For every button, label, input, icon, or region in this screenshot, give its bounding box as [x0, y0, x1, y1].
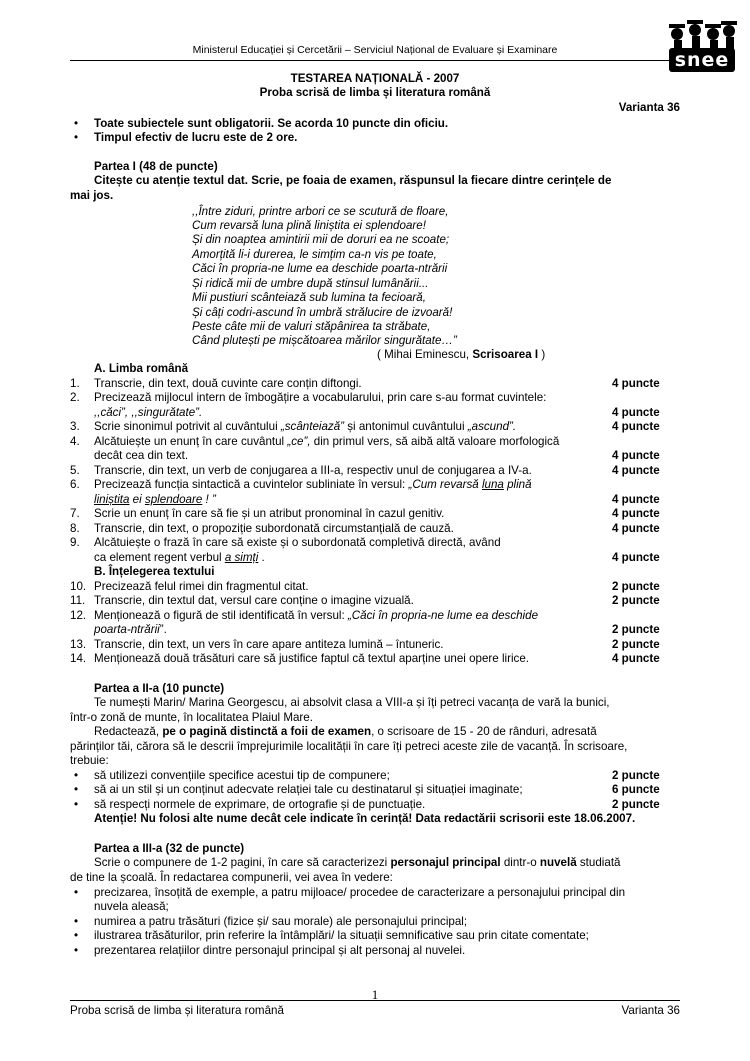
- bullet-icon: •: [74, 117, 79, 130]
- question-number: 3.: [70, 420, 80, 433]
- points: 4 puncte: [612, 551, 660, 564]
- question-12-cont: poarta-ntrării”.: [94, 623, 167, 636]
- exam-title: TESTAREA NAȚIONALĂ - 2007: [290, 72, 460, 85]
- points: 6 puncte: [612, 783, 660, 796]
- part1-instruction-cont: mai jos.: [70, 189, 114, 202]
- question-number: 10.: [70, 580, 87, 593]
- points: 4 puncte: [612, 493, 660, 506]
- part2-criterion-1: să utilizezi convențiile specifice acestui tip de compunere;: [94, 769, 390, 782]
- question-4: Alcătuiește un enunț în care cuvântul „ce”, din primul vers, să aibă altă valoare morfologică: [94, 435, 560, 448]
- part2-criterion-2: să ai un stil și un conținut adecvate relației tale cu destinatarul și situației imaginate;: [94, 783, 523, 796]
- page-number: 1: [371, 987, 379, 1002]
- header-rule: [70, 60, 680, 61]
- question-11: Transcrie, din textul dat, versul care conține o imagine vizuală.: [94, 594, 414, 607]
- graduates-icon: [665, 18, 741, 52]
- ministry-header: Ministerul Educației și Cercetării – Serviciul Național de Evaluare și Examinare: [192, 44, 558, 56]
- question-6: Precizează funcția sintactică a cuvintelor subliniate în versul: „Cum revarsă luna plină: [94, 478, 532, 491]
- poem-line: Amorțită li-i durerea, le simțim ca-n vis pe toate,: [192, 248, 437, 261]
- footer-rule: [70, 1000, 680, 1001]
- part2-task-cont: părinților tăi, cărora să le descrii împrejurimile localității în care îți petreci aceste zile de vacanță. În scrisoare,: [70, 740, 628, 753]
- question-12: Menționează o figură de stil identificată în versul: „Căci în propria-ne lume ea deschide: [94, 609, 539, 622]
- part2-criterion-3: să respecți normele de exprimare, de ortografie și de punctuație.: [94, 798, 426, 811]
- poem-line: Când plutești pe mișcătoarea mărilor singurătate…”: [192, 334, 457, 347]
- poem-line: ,,Între ziduri, printre arbori ce se scutură de floare,: [192, 205, 449, 218]
- points: 4 puncte: [612, 406, 660, 419]
- points: 4 puncte: [612, 652, 660, 665]
- question-number: 5.: [70, 464, 80, 477]
- instruction-1: Toate subiectele sunt obligatorii. Se acorda 10 puncte din oficiu.: [94, 117, 449, 130]
- poem-line: Cum revarsă luna plină liniștita ei splendoare!: [192, 219, 426, 232]
- question-4-cont: decât cea din text.: [94, 449, 189, 462]
- points: 4 puncte: [612, 420, 660, 433]
- question-number: 13.: [70, 638, 87, 651]
- part3-criterion-1: precizarea, însoțită de exemple, a patru mijloace/ procedee de caracterizare a personajului principal din: [94, 886, 626, 899]
- question-number: 2.: [70, 391, 80, 404]
- question-6-cont: liniștita ei splendoare ! ”: [94, 493, 216, 506]
- bullet-icon: •: [74, 944, 79, 957]
- poem-line: Și câți codri-ascund în umbră strălucire de izvoară!: [192, 306, 453, 319]
- part1-instruction: Citește cu atenție textul dat. Scrie, pe foaia de examen, răspunsul la fiecare dintre cerințele de: [94, 174, 612, 187]
- question-14: Menționează două trăsături care să justifice faptul că textul aparține unei opere lirice.: [94, 652, 530, 665]
- footer-left: Proba scrisă de limba și literatura română: [70, 1004, 284, 1017]
- section-b-heading: B. Înțelegerea textului: [94, 565, 215, 578]
- points: 2 puncte: [612, 769, 660, 782]
- bullet-icon: •: [74, 131, 79, 144]
- points: 2 puncte: [612, 798, 660, 811]
- part3-heading: Partea a III-a (32 de puncte): [94, 842, 245, 855]
- poem-source: ( Mihai Eminescu, Scrisoarea I ): [377, 348, 546, 361]
- part3-task-cont: de tine la școală. În redactarea compunerii, vei avea în vedere:: [70, 871, 393, 884]
- footer-right: Varianta 36: [621, 1004, 680, 1017]
- question-5: Transcrie, din text, un verb de conjugarea a III-a, respectiv unul de conjugarea a IV-a.: [94, 464, 532, 477]
- question-8: Transcrie, din text, o propoziție subordonată circumstanțială de cauză.: [94, 522, 454, 535]
- question-number: 4.: [70, 435, 80, 448]
- part3-criterion-2: numirea a patru trăsături (fizice și/ sau morale) ale personajului principal;: [94, 915, 468, 928]
- logo-text: snee: [674, 49, 730, 71]
- question-number: 12.: [70, 609, 87, 622]
- bullet-icon: •: [74, 886, 79, 899]
- poem-line: Mii pustiuri scânteiază sub lumina ta fecioară,: [192, 291, 426, 304]
- question-9-cont: ca element regent verbul a simți .: [94, 551, 265, 564]
- bullet-icon: •: [74, 783, 79, 796]
- question-9: Alcătuiește o frază în care să existe și o subordonată completivă directă, având: [94, 536, 501, 549]
- part3-task: Scrie o compunere de 1-2 pagini, în care să caracterizezi personajul principal dintr-o nuvelă studiată: [94, 856, 621, 869]
- exam-subtitle: Proba scrisă de limba și literatura română: [259, 86, 491, 99]
- question-number: 11.: [70, 594, 86, 607]
- points: 2 puncte: [612, 623, 660, 636]
- part2-task-cont2: trebuie:: [70, 754, 109, 767]
- question-3: Scrie sinonimul potrivit al cuvântului „scânteiază” și antonimul cuvântului „ascund”.: [94, 420, 517, 433]
- bullet-icon: •: [74, 915, 79, 928]
- question-1: Transcrie, din text, două cuvinte care conțin diftongi.: [94, 377, 362, 390]
- snee-logo: [665, 18, 741, 78]
- points: 2 puncte: [612, 580, 660, 593]
- part3-criterion-1-cont: nuvela aleasă;: [94, 900, 169, 913]
- poem-line: Peste câte mii de valuri stăpânirea ta străbate,: [192, 320, 431, 333]
- points: 4 puncte: [612, 377, 660, 390]
- bullet-icon: •: [74, 769, 79, 782]
- question-number: 9.: [70, 536, 80, 549]
- points: 4 puncte: [612, 449, 660, 462]
- part2-paragraph-cont: într-o zonă de munte, în localitatea Plaiul Mare.: [70, 711, 313, 724]
- variant-label: Varianta 36: [618, 101, 680, 114]
- question-2: Precizează mijlocul intern de îmbogățire a vocabularului, prin care s-au format cuvintele:: [94, 391, 547, 404]
- question-number: 7.: [70, 507, 80, 520]
- part2-warning: Atenție! Nu folosi alte nume decât cele indicate în cerință! Data redactării scrisorii este 18.06.2007.: [94, 812, 636, 825]
- bullet-icon: •: [74, 798, 79, 811]
- question-number: 1.: [70, 377, 80, 390]
- part2-task: Redactează, pe o pagină distinctă a foii de examen, o scrisoare de 15 - 20 de rânduri, adresată: [94, 725, 597, 738]
- question-7: Scrie un enunț în care să fie și un atribut pronominal în cazul genitiv.: [94, 507, 445, 520]
- part3-criterion-4: prezentarea relațiilor dintre personajul principal și alt personaj al nuvelei.: [94, 944, 466, 957]
- question-13: Transcrie, din text, un vers în care apare antiteza lumină – întuneric.: [94, 638, 444, 651]
- poem-line: Căci în propria-ne lume ea deschide poarta-ntrării: [192, 262, 448, 275]
- part3-criterion-3: ilustrarea trăsăturilor, prin referire la întâmplări/ la situații semnificative sau prin citate comentate;: [94, 929, 589, 942]
- points: 4 puncte: [612, 522, 660, 535]
- poem-line: Și ridică mii de umbre după stinsul lumânării...: [192, 277, 429, 290]
- part1-heading: Partea I (48 de puncte): [94, 160, 218, 173]
- poem-line: Și din noaptea amintirii mii de doruri ea ne scoate;: [192, 233, 450, 246]
- section-a-heading: A. Limba română: [94, 362, 189, 375]
- question-2-cont: ,,căci”, ,,singurătate”.: [94, 406, 203, 419]
- points: 2 puncte: [612, 594, 660, 607]
- question-number: 14.: [70, 652, 87, 665]
- part2-heading: Partea a II-a (10 puncte): [94, 682, 225, 695]
- points: 2 puncte: [612, 638, 660, 651]
- bullet-icon: •: [74, 929, 79, 942]
- question-number: 6.: [70, 478, 80, 491]
- points: 4 puncte: [612, 507, 660, 520]
- instruction-2: Timpul efectiv de lucru este de 2 ore.: [94, 131, 298, 144]
- part2-paragraph: Te numești Marin/ Marina Georgescu, ai absolvit clasa a VIII-a și îți petreci vacanța de vară la bunici,: [94, 696, 610, 709]
- points: 4 puncte: [612, 464, 660, 477]
- question-10: Precizează felul rimei din fragmentul citat.: [94, 580, 309, 593]
- question-number: 8.: [70, 522, 80, 535]
